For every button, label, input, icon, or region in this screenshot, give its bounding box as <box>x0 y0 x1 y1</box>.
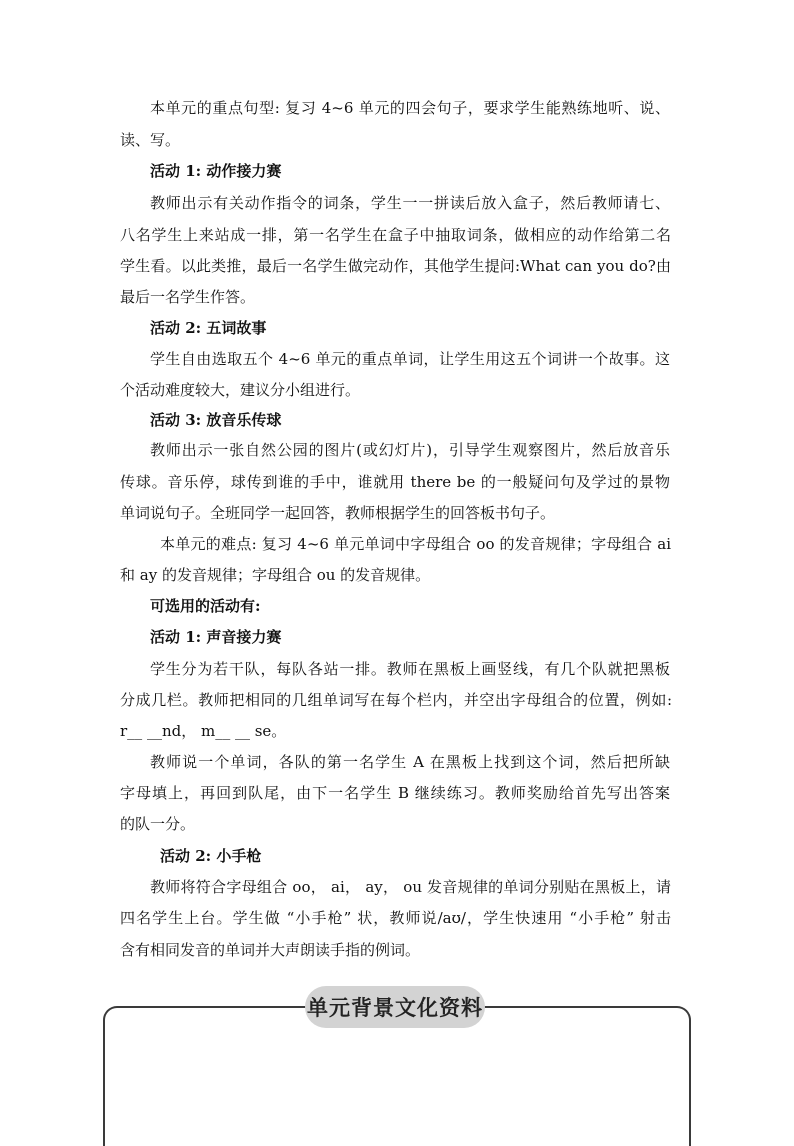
activity-1b-text: 分成几栏。教师把相同的几组单词写在每个栏内，并空出字母组合的位置，例如: <box>120 691 672 709</box>
optional-activities-heading: 可选用的活动有: <box>150 597 261 615</box>
paragraph-difficulty-cont: 和 ay 的发音规律；字母组合 ou 的发音规律。 <box>120 566 431 584</box>
activity-3-text: 单词说句子。全班同学一起回答，教师根据学生的回答板书句子。 <box>120 504 556 522</box>
activity-3-text: 传球。音乐停，球传到谁的手中，谁就用 there be 的一般疑问句及学过的景物 <box>120 473 670 491</box>
activity-3-text: 教师出示一张自然公园的图片(或幻灯片)，引导学生观察图片，然后放音乐 <box>150 441 670 459</box>
activity-1-heading: 活动 1: 动作接力赛 <box>150 162 282 180</box>
activity-2b-text: 含有相同发音的单词并大声朗读手指的例词。 <box>120 941 421 959</box>
activity-1-text: 教师出示有关动作指令的词条，学生一一拼读后放入盒子，然后教师请七、 <box>150 194 670 212</box>
activity-1b-heading: 活动 1: 声音接力赛 <box>150 628 282 646</box>
activity-1-text: 最后一名学生作答。 <box>120 288 256 306</box>
activity-1-text: 八名学生上来站成一排，第一名学生在盒子中抽取词条，做相应的动作给第二名 <box>120 226 671 244</box>
culture-section-title: 单元背景文化资料 <box>305 986 485 1028</box>
activity-1b-text: 字母填上，再回到队尾，由下一名学生 B 继续练习。教师奖励给首先写出答案 <box>120 784 670 802</box>
paragraph-key-sentences: 本单元的重点句型: 复习 4~6 单元的四会句子，要求学生能熟练地听、说、 <box>150 99 670 117</box>
activity-2-heading: 活动 2: 五词故事 <box>150 319 267 337</box>
activity-2b-text: 四名学生上台。学生做 “小手枪” 状，教师说/aʊ/，学生快速用 “小手枪” 射击 <box>120 909 671 927</box>
paragraph-difficulty: 本单元的难点: 复习 4~6 单元单词中字母组合 oo 的发音规律；字母组合 ai <box>160 535 671 553</box>
activity-1b-text: 学生分为若干队，每队各站一排。教师在黑板上画竖线，有几个队就把黑板 <box>150 660 670 678</box>
activity-2-text: 学生自由选取五个 4~6 单元的重点单词，让学生用这五个词讲一个故事。这 <box>150 350 670 368</box>
activity-2-text: 个活动难度较大，建议分小组进行。 <box>120 381 361 399</box>
activity-1b-example: r__ __nd， m__ __ se。 <box>120 722 287 740</box>
paragraph-key-sentences-cont: 读、写。 <box>120 131 181 149</box>
activity-1b-text: 教师说一个单词，各队的第一名学生 A 在黑板上找到这个词，然后把所缺 <box>150 753 670 771</box>
activity-1b-text: 的队一分。 <box>120 815 196 833</box>
activity-2b-heading: 活动 2: 小手枪 <box>160 847 262 865</box>
activity-3-heading: 活动 3: 放音乐传球 <box>150 411 282 429</box>
activity-1-text: 学生看。以此类推，最后一名学生做完动作，其他学生提问:What can you do?由 <box>120 257 671 275</box>
activity-2b-text: 教师将符合字母组合 oo， ai， ay， ou 发音规律的单词分别贴在黑板上，请 <box>150 878 671 896</box>
